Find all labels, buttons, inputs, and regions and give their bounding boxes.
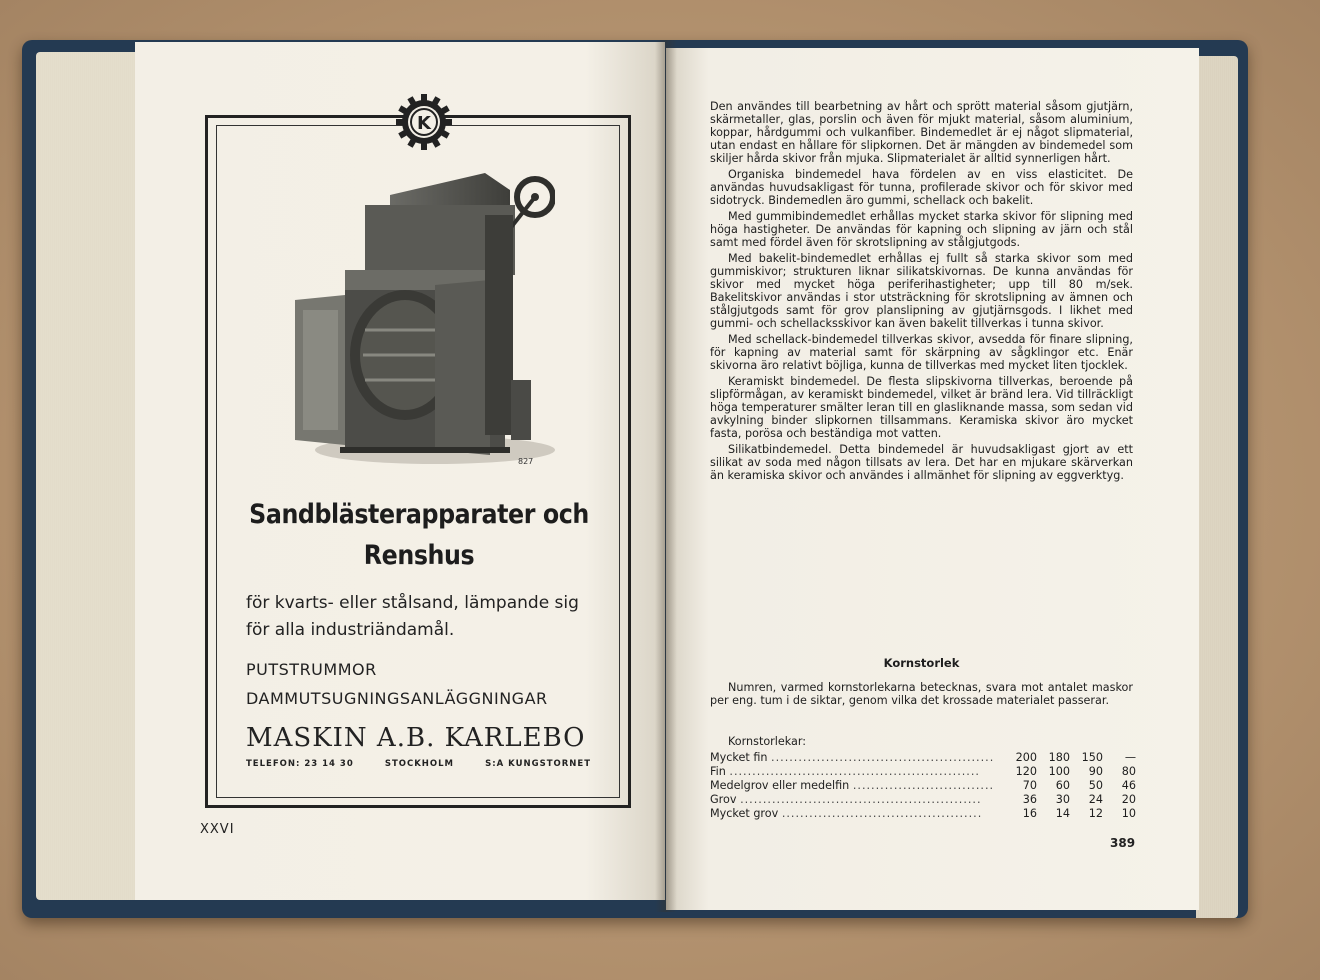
table-cell: 20 [1121,793,1136,806]
ad-product-list [246,655,616,713]
book-gutter [655,40,677,912]
paragraph: Med bakelit-bindemedlet erhållas ej fullt så starka skivor som med gummiskivor; strukturen liknar silikatskivornas. De kunna användas för skivor med mycket höga periferihastigheter; upp till 80 m/sek. Bakelitskivor användas i stor utsträckning för skrotslipning av ämnen och stålgjutgods samt för grov planslipning av gjutjärnsgods. I likhet med gummi- och schellacksskivor kan även bakelit tillverkas i tunna skivor. [710,252,1133,330]
contact-address: S:A KUNGSTORNET [485,759,591,769]
paragraph: Organiska bindemedel hava fördelen av en viss elasticitet. De användas huvudsakligast för tunna, profilerade skivor och för skivor med sidotryck. Bindemedlen äro gummi, schellack och bakelit. [710,167,1133,207]
leader-dots: ............................... [852,779,995,792]
table-cell: 50 [1088,779,1103,792]
row-name: Mycket grov [710,807,779,820]
table-row [710,793,1136,807]
table-cell: 60 [1055,779,1070,792]
leader-dots: ............................................ [781,807,983,820]
leader-dots: ....................................................... [729,765,980,778]
table-cell: 24 [1088,793,1103,806]
company-contact [246,759,591,769]
table-row [710,779,1136,793]
table-cell: 30 [1055,793,1070,806]
table-cell: 46 [1121,779,1136,792]
table-cell: 36 [1022,793,1037,806]
grit-size-table [710,751,1136,821]
table-cell: 16 [1022,807,1037,820]
company-name: MASKIN A.B. KARLEBO [246,723,586,753]
table-cell: 70 [1022,779,1037,792]
row-name: Fin [710,765,726,778]
illustration-code: 827 [518,457,534,466]
paragraph: Keramiskt bindemedel. De flesta slipskivorna tillverkas, beroende på slipförmågan, av keramiskt bindemedel, vilket är bränd lera. Vid tillräckligt höga temperaturer smälter leran till en glasliknande massa, som sedan vid avkylning binder slipkornen tillsammans. Keramiska skivor äro mycket fasta, porösa och beständiga mot vatten. [710,375,1133,440]
table-row [710,751,1136,765]
karlebo-gear-logo [394,92,454,152]
table-cell: 100 [1048,765,1070,778]
table-cell: 14 [1055,807,1070,820]
table-cell: 12 [1088,807,1103,820]
body-text [710,101,1133,486]
paragraph: Med schellack-bindemedel tillverkas skivor, avsedda för finare slipning, för kapning av material samt för skärpning av sågklingor etc. Enär skivorna äro relativt böjliga, kunna de tillverkas med mycket liten tjocklek. [710,332,1133,372]
row-name: Mycket fin [710,751,768,764]
table-cell: 200 [1015,751,1037,764]
table-row [710,807,1136,821]
page-edges-right [1196,56,1238,918]
paragraph: Den användes till bearbetning av hårt och sprött material såsom gjutjärn, skärmetaller, glas, porslin och även för mjukt material, såsom aluminium, koppar, hårdgummi och vulkanfiber. Bindemedlet är ej något slipmaterial, utan endast en hållare för slipkornen. Det är mängden av bindemedel som skiljer hårda skivor från mjuka. Slipmaterialet är alltid synnerligen hårt. [710,100,1133,165]
paragraph: Med gummibindemedlet erhållas mycket starka skivor för slipning med höga hastigheter. De användas för kapning och slipning av järn och stål samt med fördel även för skrotslipning av stålgjutgods. [710,210,1133,249]
table-row [710,765,1136,779]
ad-subtitle: för kvarts- eller stålsand, lämpande sig för alla industriändamål. [246,593,579,640]
section-text: Numren, varmed kornstorlekarna betecknas, svara mot antalet maskor per eng. tum i de siktar, genom vilka det krossade materialet passerar. [710,681,1133,707]
table-cell: 150 [1081,751,1103,764]
contact-city: STOCKHOLM [384,759,455,769]
page-number-left: XXVI [200,822,235,837]
sandblasting-machine-illustration [285,155,555,470]
section-title: Kornstorlek [883,656,960,670]
leader-dots: ................................................. [771,751,995,764]
paragraph: Silikatbindemedel. Detta bindemedel är huvudsakligast gjort av ett silikat av soda med någon tillsats av lera. Det har en mjukare skärverkan än keramiska skivor och användes i allmänhet för slipning av eggverktyg. [710,443,1133,482]
logo-letter: K [417,113,431,134]
ad-headline: Sandblästerapparater och Renshus [249,499,589,571]
contact-phone: TELEFON: 23 14 30 [246,759,354,769]
table-label: Kornstorlekar: [728,735,807,748]
table-cell: 180 [1048,751,1070,764]
table-cell: 120 [1015,765,1037,778]
table-cell: 10 [1121,807,1136,820]
product-item: DAMMUTSUGNINGSANLÄGGNINGAR [246,689,548,708]
table-cell: 90 [1088,765,1103,778]
row-name: Medelgrov eller medelfin [710,779,850,792]
product-item: PUTSTRUMMOR [246,660,377,679]
table-cell: — [1124,751,1136,764]
page-number-right: 389 [1110,836,1136,850]
row-name: Grov [710,793,737,806]
leader-dots: ..................................................... [740,793,982,806]
table-cell: 80 [1121,765,1136,778]
